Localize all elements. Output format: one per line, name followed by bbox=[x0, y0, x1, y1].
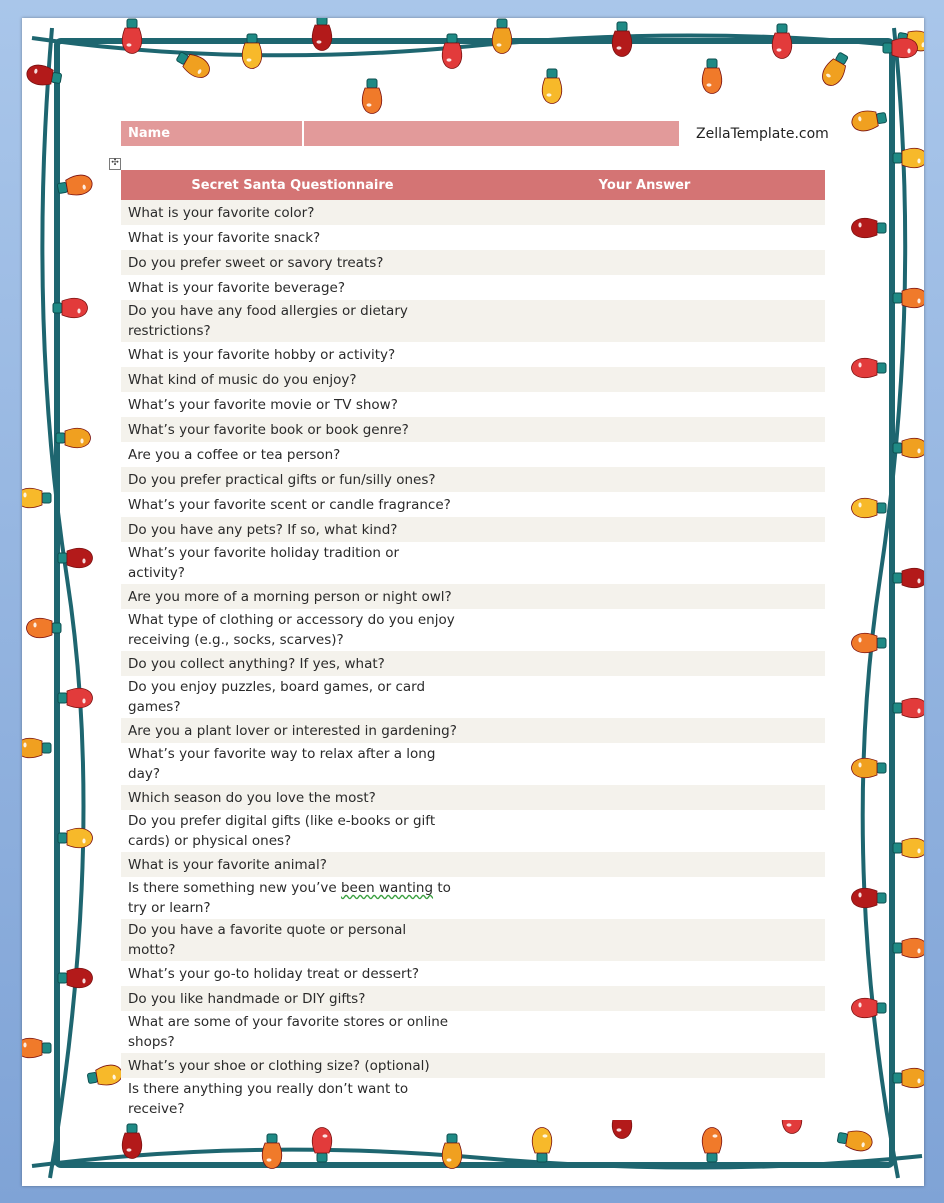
table-row bbox=[121, 877, 825, 919]
table-row bbox=[121, 367, 825, 392]
answer-cell[interactable] bbox=[464, 342, 825, 367]
light-bulb-icon bbox=[893, 698, 924, 718]
light-bulb-icon bbox=[772, 24, 792, 59]
question-cell: What kind of music do you enjoy? bbox=[121, 367, 464, 392]
table-row bbox=[121, 542, 825, 584]
question-cell: What’s your favorite way to relax after a long day? bbox=[121, 743, 464, 785]
answer-cell[interactable] bbox=[464, 200, 825, 225]
table-row bbox=[121, 785, 825, 810]
table-row bbox=[121, 1053, 825, 1078]
light-bulb-icon bbox=[86, 1063, 123, 1088]
question-cell: What’s your favorite scent or candle fragrance? bbox=[121, 492, 464, 517]
question-cell: Is there anything you really don’t want to receive? bbox=[121, 1078, 464, 1120]
answer-cell[interactable] bbox=[464, 743, 825, 785]
table-row bbox=[121, 225, 825, 250]
light-bulb-icon bbox=[852, 758, 887, 778]
question-cell: What’s your go-to holiday treat or dessert? bbox=[121, 961, 464, 986]
answer-cell[interactable] bbox=[464, 718, 825, 743]
answer-cell[interactable] bbox=[464, 392, 825, 417]
answer-cell[interactable] bbox=[464, 442, 825, 467]
light-bulb-icon bbox=[442, 1134, 462, 1169]
table-row bbox=[121, 250, 825, 275]
question-cell: Do you collect anything? If yes, what? bbox=[121, 651, 464, 676]
table-row bbox=[121, 442, 825, 467]
answer-cell[interactable] bbox=[464, 417, 825, 442]
answer-cell[interactable] bbox=[464, 1053, 825, 1078]
answer-cell[interactable] bbox=[464, 584, 825, 609]
light-bulb-icon bbox=[58, 968, 93, 988]
answer-cell[interactable] bbox=[464, 517, 825, 542]
light-bulb-icon bbox=[852, 218, 887, 238]
questionnaire-table bbox=[121, 170, 825, 1120]
question-cell: What is your favorite beverage? bbox=[121, 275, 464, 300]
answer-cell[interactable] bbox=[464, 542, 825, 584]
table-row bbox=[121, 743, 825, 785]
question-cell: Do you prefer practical gifts or fun/silly ones? bbox=[121, 467, 464, 492]
light-bulb-icon bbox=[702, 59, 722, 94]
table-row bbox=[121, 1078, 825, 1120]
light-bulb-icon bbox=[56, 428, 91, 448]
light-bulb-icon bbox=[852, 633, 887, 653]
answer-cell[interactable] bbox=[464, 961, 825, 986]
light-bulb-icon bbox=[362, 79, 382, 114]
light-bulb-icon bbox=[22, 738, 51, 758]
light-bulb-icon bbox=[262, 1134, 282, 1169]
table-row bbox=[121, 1011, 825, 1053]
table-row bbox=[121, 200, 825, 225]
question-cell: Do you prefer digital gifts (like e-books or gift cards) or physical ones? bbox=[121, 810, 464, 852]
answer-column-header: Your Answer bbox=[464, 170, 825, 200]
question-cell: What’s your shoe or clothing size? (optional) bbox=[121, 1053, 464, 1078]
document-page bbox=[22, 18, 924, 1186]
table-row bbox=[121, 517, 825, 542]
light-bulb-icon bbox=[122, 19, 142, 54]
question-cell: Do you have any food allergies or dietary restrictions? bbox=[121, 300, 464, 342]
question-cell: What’s your favorite holiday tradition or activity? bbox=[121, 542, 464, 584]
question-cell: Is there something new you’ve been wanting to try or learn? bbox=[121, 877, 464, 919]
answer-cell[interactable] bbox=[464, 785, 825, 810]
light-bulb-icon bbox=[122, 1124, 142, 1159]
light-bulb-icon bbox=[852, 358, 887, 378]
light-bulb-icon bbox=[852, 998, 887, 1018]
table-header-row bbox=[121, 170, 825, 200]
light-bulb-icon bbox=[492, 19, 512, 54]
answer-cell[interactable] bbox=[464, 275, 825, 300]
table-row bbox=[121, 676, 825, 718]
light-bulb-icon bbox=[702, 1128, 722, 1163]
question-cell: Do you like handmade or DIY gifts? bbox=[121, 986, 464, 1011]
table-row bbox=[121, 492, 825, 517]
light-bulb-icon bbox=[818, 50, 852, 90]
table-row bbox=[121, 467, 825, 492]
answer-cell[interactable] bbox=[464, 919, 825, 961]
table-move-handle-icon[interactable]: ✣ bbox=[109, 158, 121, 170]
question-cell: Do you prefer sweet or savory treats? bbox=[121, 250, 464, 275]
light-bulb-icon bbox=[22, 1038, 51, 1058]
table-row bbox=[121, 852, 825, 877]
answer-cell[interactable] bbox=[464, 1011, 825, 1053]
table-row bbox=[121, 584, 825, 609]
answer-cell[interactable] bbox=[464, 300, 825, 342]
light-bulb-icon bbox=[893, 148, 924, 168]
light-bulb-icon bbox=[312, 1128, 332, 1163]
light-bulb-icon bbox=[542, 69, 562, 104]
light-bulb-icon bbox=[22, 488, 51, 508]
name-field[interactable] bbox=[304, 121, 679, 146]
answer-cell[interactable] bbox=[464, 367, 825, 392]
light-bulb-icon bbox=[312, 18, 332, 51]
brand-text: ZellaTemplate.com bbox=[696, 126, 829, 142]
question-cell: Are you a coffee or tea person? bbox=[121, 442, 464, 467]
table-row bbox=[121, 718, 825, 743]
question-cell: Are you more of a morning person or night owl? bbox=[121, 584, 464, 609]
light-bulb-icon bbox=[850, 108, 887, 133]
answer-cell[interactable] bbox=[464, 810, 825, 852]
question-cell: What’s your favorite movie or TV show? bbox=[121, 392, 464, 417]
question-cell: Do you enjoy puzzles, board games, or card games? bbox=[121, 676, 464, 718]
light-bulb-icon bbox=[852, 498, 887, 518]
question-cell: What is your favorite animal? bbox=[121, 852, 464, 877]
question-cell: What’s your favorite book or book genre? bbox=[121, 417, 464, 442]
table-row bbox=[121, 300, 825, 342]
light-bulb-icon bbox=[893, 1068, 924, 1088]
answer-cell[interactable] bbox=[464, 651, 825, 676]
answer-cell[interactable] bbox=[464, 467, 825, 492]
light-bulb-icon bbox=[58, 828, 93, 848]
answer-cell[interactable] bbox=[464, 250, 825, 275]
table-row bbox=[121, 392, 825, 417]
question-cell: Are you a plant lover or interested in gardening? bbox=[121, 718, 464, 743]
table-row bbox=[121, 986, 825, 1011]
answer-cell[interactable] bbox=[464, 852, 825, 877]
light-bulb-icon bbox=[852, 888, 887, 908]
answer-cell[interactable] bbox=[464, 986, 825, 1011]
answer-cell[interactable] bbox=[464, 225, 825, 250]
table-row bbox=[121, 609, 825, 651]
question-cell: Do you have any pets? If so, what kind? bbox=[121, 517, 464, 542]
name-row bbox=[121, 121, 679, 146]
question-cell: What is your favorite color? bbox=[121, 200, 464, 225]
table-row bbox=[121, 342, 825, 367]
light-bulb-icon bbox=[532, 1128, 552, 1163]
answer-cell[interactable] bbox=[464, 877, 825, 919]
light-bulb-icon bbox=[893, 568, 924, 588]
light-bulb-icon bbox=[893, 938, 924, 958]
light-bulb-icon bbox=[58, 688, 93, 708]
question-column-header: Secret Santa Questionnaire bbox=[121, 170, 464, 200]
light-bulb-icon bbox=[893, 838, 924, 858]
question-cell: What type of clothing or accessory do you enjoy receiving (e.g., socks, scarves)? bbox=[121, 609, 464, 651]
table-row bbox=[121, 275, 825, 300]
table-row bbox=[121, 417, 825, 442]
light-bulb-icon bbox=[612, 22, 632, 57]
name-label: Name bbox=[121, 121, 302, 146]
table-row bbox=[121, 651, 825, 676]
question-cell: Do you have a favorite quote or personal motto? bbox=[121, 919, 464, 961]
question-cell: What is your favorite snack? bbox=[121, 225, 464, 250]
table-row bbox=[121, 919, 825, 961]
answer-cell[interactable] bbox=[464, 609, 825, 651]
question-cell: What is your favorite hobby or activity? bbox=[121, 342, 464, 367]
table-row bbox=[121, 961, 825, 986]
answer-cell[interactable] bbox=[464, 492, 825, 517]
question-cell: Which season do you love the most? bbox=[121, 785, 464, 810]
answer-cell[interactable] bbox=[464, 1078, 825, 1120]
light-bulb-icon bbox=[893, 288, 924, 308]
answer-cell[interactable] bbox=[464, 676, 825, 718]
light-bulb-icon bbox=[56, 173, 93, 198]
table-row bbox=[121, 810, 825, 852]
question-cell: What are some of your favorite stores or online shops? bbox=[121, 1011, 464, 1053]
light-bulb-icon bbox=[836, 1128, 873, 1153]
